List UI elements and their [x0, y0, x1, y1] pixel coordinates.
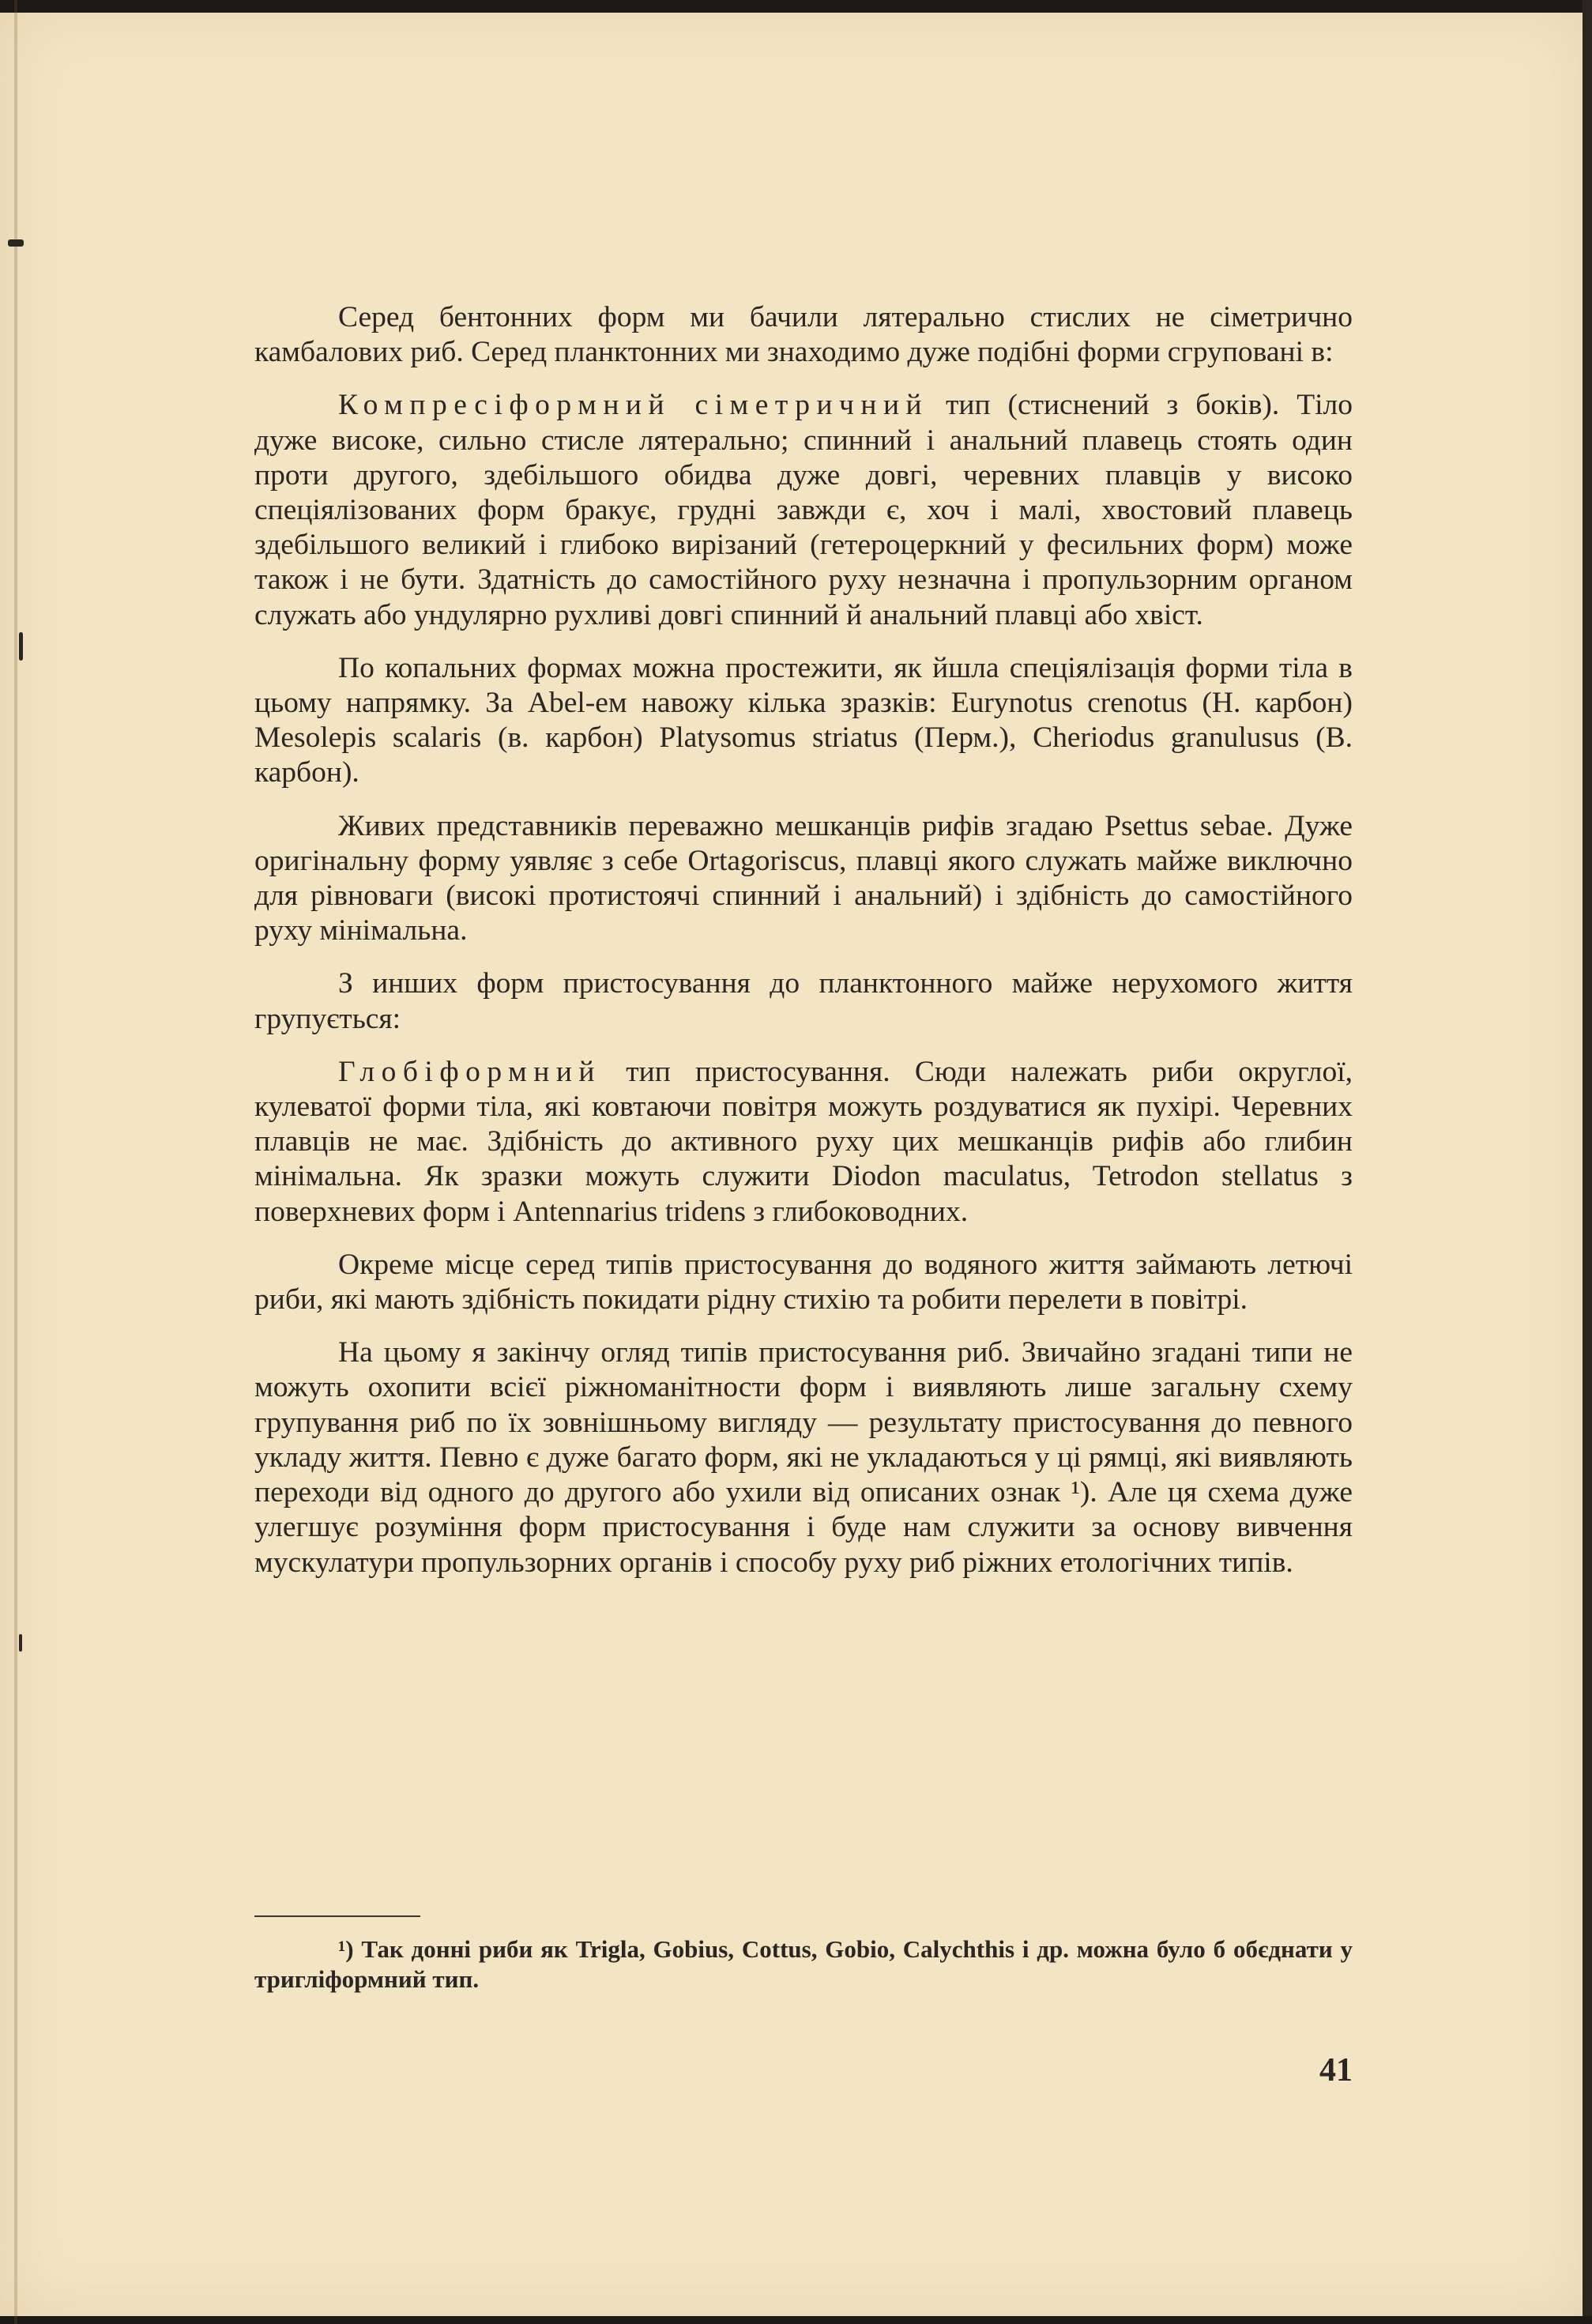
footnote-divider	[254, 1915, 420, 1917]
paragraph-7: Окреме місце серед типів пристосування до водяного життя займають летючі риби, які мають здібність покидати рідну стихію та робити перелети в повітрі.	[254, 1248, 1353, 1316]
scan-edge-right	[1583, 0, 1592, 2324]
paragraph-1: Серед бентонних форм ми бачили лятерально стислих не сіметрично камбалових риб. Серед планктонних ми знаходимо дуже подібні форми сгруповані в:	[254, 301, 1353, 369]
paragraph-2: Компресіформний сіметричний тип (стиснений з боків). Тіло дуже високе, сильно стисле лятерально; спинний і анальний плавець стоять один проти другого, здебільшого обидва дуже довгі, черевних плавців у високо спеціялізованих форм бракує, грудні завжди є, хоч і малі, хвостовий плавець здебільшого великий і глибоко вирізаний (гетероцеркний у фесильних форм) може також і не бути. Здатність до самостійного руху незначна і пропульзорним органом служать або ундулярно рухливі довгі спинний й анальний плавці або хвіст.	[254, 389, 1353, 631]
paragraph-4: Живих представників переважно мешканців рифів згадаю Psettus sebae. Дуже оригінальну форму уявляє з себе Ortagoriscus, плавці якого служать майже виключно для рівноваги (високі протистоячі спинний і анальний) і здібність до самостійного руху мінімальна.	[254, 809, 1353, 947]
ink-spot	[19, 1634, 22, 1652]
paragraph-3: По копальних формах можна простежити, як йшла спеціялізація форми тіла в цьому напрямку. За Abel-ем навожу кілька зразків: Eurynotus crenotus (Н. карбон) Mesolepis scalaris (в. карбон) Platysomus striatus (Перм.), Cheriodus granulusus (В. карбон).	[254, 651, 1353, 789]
binding-spine	[14, 0, 17, 2324]
type-name-globiform: Глобіформний	[338, 1055, 601, 1088]
paragraph-8: На цьому я закінчу огляд типів пристосування риб. Звичайно згадані типи не можуть охопити всієї ріжноманітности форм і виявляють лише загальну схему групування риб по їх зовнішньому вигляду — результату пристосування до певного укладу життя. Певно є дуже багато форм, які не укладаються у ці рямці, які виявляють переходи від одного до другого або ухили від описаних ознак ¹). Але ця схема дуже улегшує розуміння форм пристосування і буде нам служити за основу вивчення мускулатури пропульзорних органів і способу руху риб ріжних етологічних типів.	[254, 1336, 1353, 1579]
scan-edge-top	[0, 0, 1592, 13]
ink-spot	[19, 632, 23, 661]
paragraph-5: З инших форм пристосування до планктонного майже нерухомого життя групується:	[254, 967, 1353, 1035]
scan-edge-bottom	[0, 2316, 1592, 2324]
paragraph-6: Глобіформний тип пристосування. Сюди належать риби округлої, кулеватої форми тіла, які ковтаючи повітря можуть роздуватися як пухірі. Черевних плавців не має. Здібність до активного руху цих мешканців рифів або глибин мінімальна. Як зразки можуть служити Diodon maculatus, Tetrodon stellatus з поверхневих форм і Antennarius tridens з глибоководних.	[254, 1055, 1353, 1228]
page-number: 41	[1319, 2052, 1353, 2089]
ink-spot	[8, 239, 24, 247]
body-text	[254, 300, 1353, 1599]
footnote: ¹) Так донні риби як Trigla, Gobius, Cottus, Gobio, Calychthis і др. можна було б обєднати у тригліформний тип.	[254, 1935, 1353, 1993]
type-name-compressiform: Компресіформний сіметричний	[338, 389, 929, 422]
